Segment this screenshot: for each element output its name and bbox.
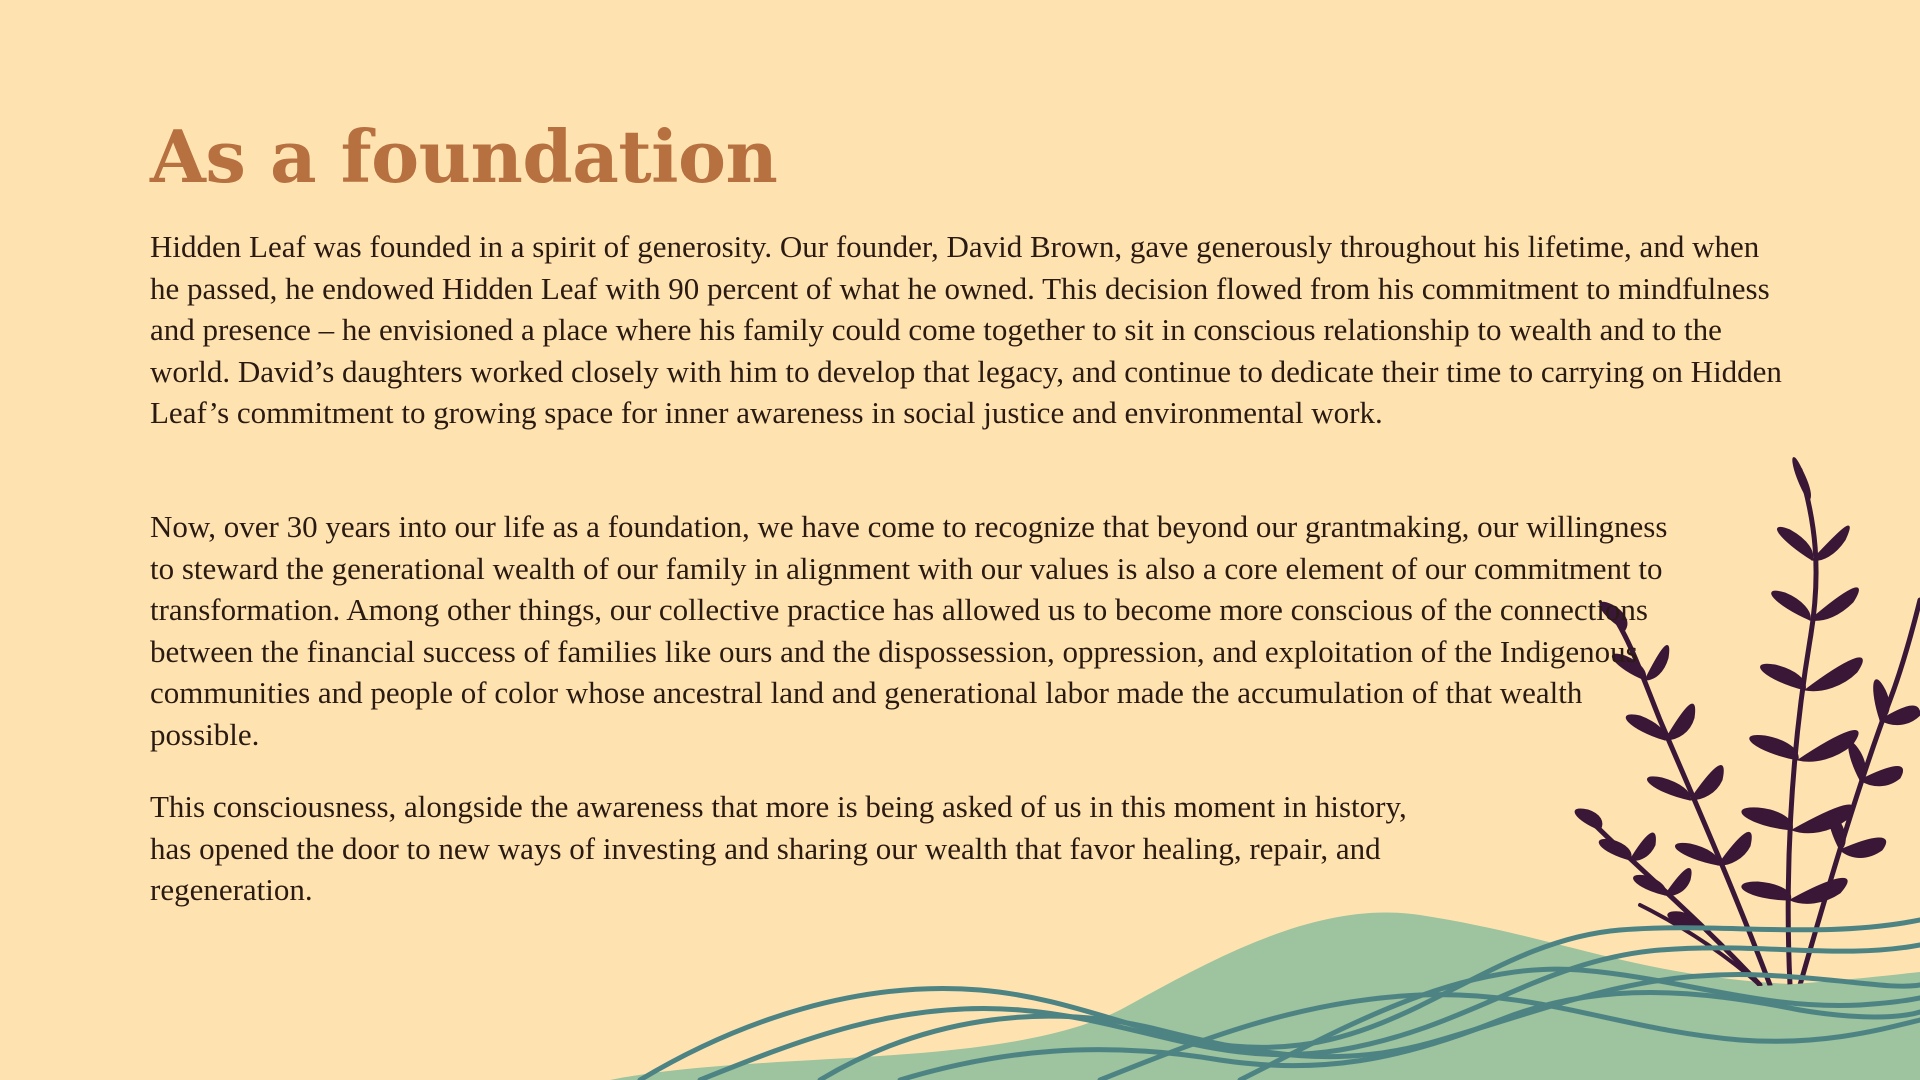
green-wave-front	[1540, 972, 1920, 1080]
paragraph-founding: Hidden Leaf was founded in a spirit of generosity. Our founder, David Brown, gave generously throughout his lifetime, and when he passed, he endowed Hidden Leaf with 90 percent of what he owned. This decision flowed from his commitment to mindfulness and presence – he envisioned a place where his family could come together to sit in conscious relationship to wealth and to the world. David’s daughters worked closely with him to develop that legacy, and continue to dedicate their time to carrying on Hidden Leaf’s commitment to growing space for inner awareness in social justice and environmental work.	[150, 229, 1782, 431]
paragraph-stewardship: Now, over 30 years into our life as a foundation, we have come to recognize that beyond our grantmaking, our willingness to steward the generational wealth of our family in alignment with our values is also a core element of our commitment to transformation. Among other things, our collective practice has allowed us to become more conscious of the connections between the financial success of families like ours and the dispossession, oppression, and exploitation of the Indigenous communities and people of color whose ancestral land and generational labor made the accumulation of that wealth possible.	[150, 509, 1668, 752]
paragraph-consciousness: This consciousness, alongside the awareness that more is being asked of us in this moment in history, has opened the door to new ways of investing and sharing our wealth that favor healing, repair, and regeneration.	[150, 789, 1407, 908]
page-title: As a foundation	[150, 114, 778, 199]
